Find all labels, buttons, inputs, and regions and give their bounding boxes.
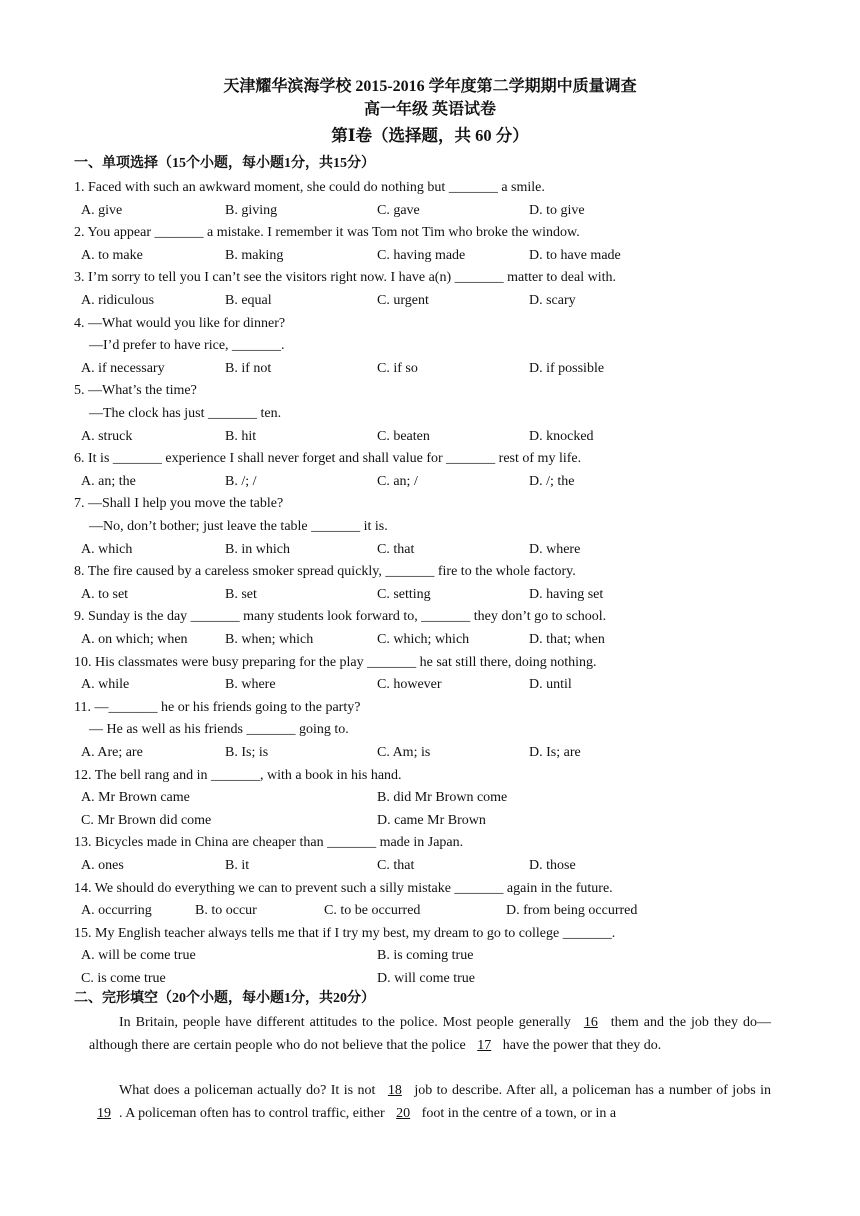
question-dialog-line: —No, don’t bother; just leave the table _______ it is. xyxy=(89,519,388,534)
answer-option-c[interactable]: C. if so xyxy=(377,360,418,376)
question-dialog-line: — He as well as his friends _______ going to. xyxy=(89,722,349,738)
answer-option-a[interactable]: A. to set xyxy=(81,586,129,602)
answer-option-b[interactable]: B. to occur xyxy=(195,903,257,919)
answer-option-d[interactable]: D. if possible xyxy=(529,360,605,376)
cloze-text: . A policeman often has to control traffic, either xyxy=(119,1105,389,1121)
question-stem: 13. Bicycles made in China are cheaper than _______ made in Japan. xyxy=(74,835,464,851)
answer-option-a[interactable]: A. Mr Brown came xyxy=(81,790,190,806)
answer-option-c[interactable]: C. setting xyxy=(377,586,431,602)
answer-option-b[interactable]: B. where xyxy=(225,677,276,693)
question-stem: 5. —What’s the time? xyxy=(74,383,197,399)
answer-option-c[interactable]: C. which; which xyxy=(377,632,470,647)
answer-option-a[interactable]: A. ridiculous xyxy=(81,293,155,308)
answer-option-b[interactable]: B. did Mr Brown come xyxy=(377,790,508,806)
answer-option-c[interactable]: C. Mr Brown did come xyxy=(81,812,212,828)
answer-option-b[interactable]: B. giving xyxy=(225,202,278,218)
answer-option-b[interactable]: B. it xyxy=(225,858,250,873)
answer-option-b[interactable]: B. when; which xyxy=(225,632,314,647)
answer-option-b[interactable]: B. in which xyxy=(225,541,290,557)
answer-option-a[interactable]: A. while xyxy=(81,677,130,693)
answer-option-b[interactable]: B. if not xyxy=(225,360,272,376)
answer-option-d[interactable]: D. that; when xyxy=(529,632,605,647)
answer-option-d[interactable]: D. to have made xyxy=(529,247,621,263)
part-title: 第Ⅰ卷（选择题，共 60 分） xyxy=(331,126,529,145)
cloze-blank-17: 17 xyxy=(477,1037,492,1053)
answer-option-b[interactable]: B. is coming true xyxy=(377,948,474,964)
answer-option-a[interactable]: A. ones xyxy=(81,858,124,873)
cloze-text: them and the job they do—although there are certain people who do not believe that the police xyxy=(89,1015,771,1053)
section-heading-cloze: 二、完形填空（20个小题，每小题1分，共20分） xyxy=(74,991,375,1006)
answer-option-a[interactable]: A. if necessary xyxy=(81,360,165,376)
answer-option-c[interactable]: C. having made xyxy=(377,247,466,263)
answer-option-a[interactable]: A. to make xyxy=(81,247,143,263)
cloze-blank-16: 16 xyxy=(583,1015,598,1030)
answer-option-d[interactable]: D. to give xyxy=(529,202,585,218)
answer-option-d[interactable]: D. from being occurred xyxy=(506,903,638,919)
answer-option-a[interactable]: A. which xyxy=(81,541,133,557)
answer-option-b[interactable]: B. /; / xyxy=(225,473,257,489)
answer-option-a[interactable]: A. struck xyxy=(81,428,133,444)
question-stem: 4. —What would you like for dinner? xyxy=(74,315,286,331)
exam-title: 天津耀华滨海学校 2015-2016 学年度第二学期期中质量调查 xyxy=(223,78,637,95)
cloze-blank-19: 19 xyxy=(97,1105,111,1121)
question-stem: 3. I’m sorry to tell you I can’t see the visitors right now. I have a(n) _______ matter to deal with. xyxy=(74,270,616,286)
answer-option-a[interactable]: A. occurring xyxy=(81,903,152,919)
answer-option-c[interactable]: C. however xyxy=(377,677,442,693)
answer-option-b[interactable]: B. making xyxy=(225,247,284,263)
answer-option-a[interactable]: A. will be come true xyxy=(81,948,196,964)
question-stem: 1. Faced with such an awkward moment, she could do nothing but _______ a smile. xyxy=(74,180,545,195)
answer-option-b[interactable]: B. equal xyxy=(225,293,272,308)
answer-option-a[interactable]: A. give xyxy=(81,202,123,218)
section-heading-single-choice: 一、单项选择（15个小题，每小题1分，共15分） xyxy=(74,156,375,171)
question-stem: 8. The fire caused by a careless smoker spread quickly, _______ fire to the whole factory. xyxy=(74,564,576,580)
answer-option-c[interactable]: C. to be occurred xyxy=(324,903,421,919)
answer-option-c[interactable]: C. beaten xyxy=(377,428,430,444)
answer-option-c[interactable]: C. an; / xyxy=(377,473,418,489)
answer-option-d[interactable]: D. those xyxy=(529,858,576,873)
answer-option-d[interactable]: D. where xyxy=(529,541,581,557)
answer-option-b[interactable]: B. Is; is xyxy=(225,745,269,760)
answer-option-a[interactable]: A. an; the xyxy=(81,473,136,489)
answer-option-c[interactable]: C. that xyxy=(377,541,415,557)
exam-subtitle: 高一年级 英语试卷 xyxy=(363,101,496,118)
answer-option-a[interactable]: A. on which; when xyxy=(81,632,188,647)
question-stem: 15. My English teacher always tells me that if I try my best, my dream to go to college _______. xyxy=(74,925,616,941)
question-stem: 6. It is _______ experience I shall never forget and shall value for _______ rest of my life. xyxy=(74,451,582,467)
question-stem: 9. Sunday is the day _______ many students look forward to, _______ they don’t go to school. xyxy=(74,609,607,625)
answer-option-d[interactable]: D. until xyxy=(529,677,572,693)
answer-option-d[interactable]: D. having set xyxy=(529,586,604,602)
answer-option-a[interactable]: A. Are; are xyxy=(81,745,143,760)
cloze-paragraph-1 xyxy=(89,1012,771,1057)
cloze-paragraph-2 xyxy=(89,1080,771,1125)
question-dialog-line: —The clock has just _______ ten. xyxy=(89,406,282,421)
answer-option-d[interactable]: D. Is; are xyxy=(529,745,581,760)
question-stem: 7. —Shall I help you move the table? xyxy=(74,496,284,512)
answer-option-d[interactable]: D. scary xyxy=(529,293,576,308)
answer-option-c[interactable]: C. urgent xyxy=(377,293,429,308)
answer-option-c[interactable]: C. is come true xyxy=(81,971,166,986)
answer-option-c[interactable]: C. gave xyxy=(377,202,420,218)
cloze-blank-20: 20 xyxy=(396,1105,411,1121)
cloze-text: job to describe. After all, a policeman has a number of jobs in xyxy=(409,1083,771,1098)
answer-option-b[interactable]: B. hit xyxy=(225,428,257,444)
cloze-text: In Britain, people have different attitudes to the police. Most people generally xyxy=(119,1015,576,1030)
question-dialog-line: —I’d prefer to have rice, _______. xyxy=(89,338,285,354)
question-stem: 2. You appear _______ a mistake. I remember it was Tom not Tim who broke the window. xyxy=(74,225,580,241)
cloze-text: foot in the centre of a town, or in a xyxy=(418,1105,617,1121)
answer-option-c[interactable]: C. Am; is xyxy=(377,745,431,760)
question-stem: 12. The bell rang and in _______, with a book in his hand. xyxy=(74,767,402,783)
answer-option-d[interactable]: D. /; the xyxy=(529,473,575,489)
cloze-text: What does a policeman actually do? It is not xyxy=(119,1083,380,1098)
cloze-text: have the power that they do. xyxy=(499,1037,662,1053)
question-stem: 14. We should do everything we can to prevent such a silly mistake _______ again in the future. xyxy=(74,880,613,896)
cloze-blank-18: 18 xyxy=(387,1083,402,1098)
answer-option-d[interactable]: D. will come true xyxy=(377,971,475,986)
question-stem: 10. His classmates were busy preparing for the play _______ he sat still there, doing nothing. xyxy=(74,654,597,670)
answer-option-c[interactable]: C. that xyxy=(377,858,415,873)
answer-option-d[interactable]: D. came Mr Brown xyxy=(377,812,486,828)
answer-option-d[interactable]: D. knocked xyxy=(529,428,594,444)
question-stem: 11. —_______ he or his friends going to the party? xyxy=(74,699,361,715)
answer-option-b[interactable]: B. set xyxy=(225,586,257,602)
